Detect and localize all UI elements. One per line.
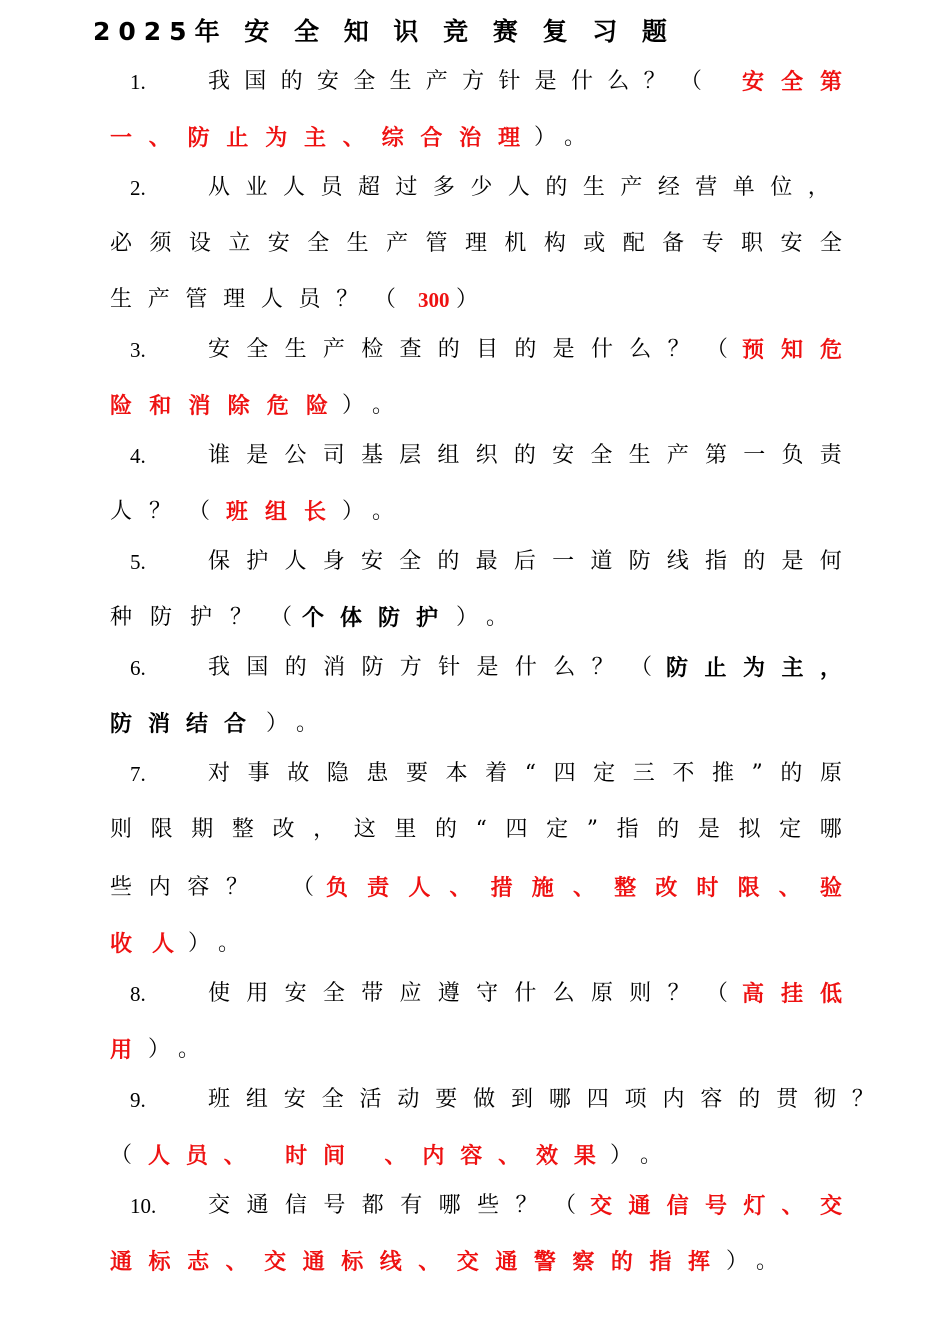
question-text: ）: [456, 287, 479, 312]
question-text: 交 通 信 号 都 有 哪 些 ？ （: [208, 1193, 576, 1218]
text-line: [0, 1186, 950, 1226]
question-text: 对 事 故 隐 患 要 本 着 “ 四 定 三 不 推 ” 的 原: [208, 761, 842, 786]
text-line: [0, 868, 950, 908]
text-line: [0, 168, 950, 208]
text-line: [0, 280, 950, 320]
answer-text: 人 员 、 时 间 、 内 容 、 效 果: [148, 1143, 596, 1169]
answer-text: 用: [110, 1037, 133, 1063]
question-number: 10.: [130, 1194, 157, 1218]
question-number: 2.: [130, 176, 146, 200]
answer-text: 一 、 防 止 为 主 、 综 合 治 理: [110, 125, 520, 151]
text-line: [0, 1080, 950, 1120]
text-line: [0, 810, 950, 850]
question-text: 班 组 安 全 活 动 要 做 到 哪 四 项 内 容 的 贯 彻 ？: [208, 1087, 874, 1112]
question-number: 7.: [130, 762, 146, 786]
question-text: （: [110, 1143, 133, 1168]
question-text: 必 须 设 立 安 全 生 产 管 理 机 构 或 配 备 专 职 安 全: [110, 231, 842, 256]
question-text: （: [292, 875, 315, 900]
answer-text: 险 和 消 除 危 险: [110, 393, 328, 419]
question-number: 1.: [130, 70, 146, 94]
text-line: [0, 62, 950, 102]
text-line: [0, 974, 950, 1014]
question-text: ） 。: [342, 393, 394, 418]
question-text: ） 。: [726, 1249, 778, 1274]
question-text: ） 。: [266, 711, 318, 736]
answer-text: 班 组 长: [226, 499, 326, 525]
answer-text: 通 标 志 、 交 通 标 线 、 交 通 警 察 的 指 挥: [110, 1249, 710, 1275]
question-number: 4.: [130, 444, 146, 468]
question-text: 种 防 护 ？ （: [110, 605, 292, 630]
question-text: ） 。: [610, 1143, 662, 1168]
question-text: 使 用 安 全 带 应 遵 守 什 么 原 则 ？ （: [208, 981, 728, 1006]
question-text: 人 ？ （: [110, 499, 210, 524]
bold-answer-text: 防 止 为 主 ，: [666, 655, 842, 681]
question-text: 安 全 生 产 检 查 的 目 的 是 什 么 ？ （: [208, 337, 728, 362]
text-line: [0, 1030, 950, 1070]
question-text: 我 国 的 消 防 方 针 是 什 么 ？ （: [208, 655, 652, 680]
question-text: ） 。: [148, 1037, 200, 1062]
question-text: ） 。: [534, 125, 586, 150]
question-text: 则 限 期 整 改 ， 这 里 的 “ 四 定 ” 指 的 是 拟 定 哪: [110, 817, 842, 842]
answer-text: 交 通 信 号 灯 、 交: [590, 1193, 842, 1219]
text-line: [0, 436, 950, 476]
question-text: ） 。: [456, 605, 508, 630]
answer-text: 300: [418, 288, 450, 312]
answer-text: 高 挂 低: [742, 981, 842, 1007]
bold-answer-text: 个 体 防 护: [302, 605, 438, 631]
page-title: 2025年 安 全 知 识 竞 赛 复 习 题: [93, 17, 675, 46]
question-number: 3.: [130, 338, 146, 362]
text-line: [0, 330, 950, 370]
question-text: 从 业 人 员 超 过 多 少 人 的 生 产 经 营 单 位 ，: [208, 175, 830, 200]
text-line: [0, 1136, 950, 1176]
question-text: 生 产 管 理 人 员 ？ （: [110, 287, 396, 312]
text-line: [0, 118, 950, 158]
text-line: [0, 924, 950, 964]
text-line: [0, 386, 950, 426]
text-line: [0, 1242, 950, 1282]
text-line: [0, 704, 950, 744]
question-text: 些 内 容 ？: [110, 875, 248, 900]
question-number: 9.: [130, 1088, 146, 1112]
question-number: 5.: [130, 550, 146, 574]
answer-text: 预 知 危: [742, 337, 842, 363]
text-line: [0, 648, 950, 688]
text-line: [0, 492, 950, 532]
question-text: 我 国 的 安 全 生 产 方 针 是 什 么 ？ （: [208, 69, 702, 94]
question-text: 谁 是 公 司 基 层 组 织 的 安 全 生 产 第 一 负 责: [208, 443, 842, 468]
answer-text: 安 全 第: [742, 69, 842, 95]
text-line: [0, 754, 950, 794]
question-text: ） 。: [188, 931, 240, 956]
text-line: [0, 542, 950, 582]
text-line: [0, 598, 950, 638]
answer-text: 收 人: [110, 931, 174, 957]
bold-answer-text: 防 消 结 合: [110, 711, 246, 737]
text-line: [0, 224, 950, 264]
question-number: 8.: [130, 982, 146, 1006]
question-number: 6.: [130, 656, 146, 680]
question-text: ） 。: [342, 499, 394, 524]
question-text: 保 护 人 身 安 全 的 最 后 一 道 防 线 指 的 是 何: [208, 549, 842, 574]
answer-text: 负 责 人 、 措 施 、 整 改 时 限 、 验: [326, 875, 842, 901]
